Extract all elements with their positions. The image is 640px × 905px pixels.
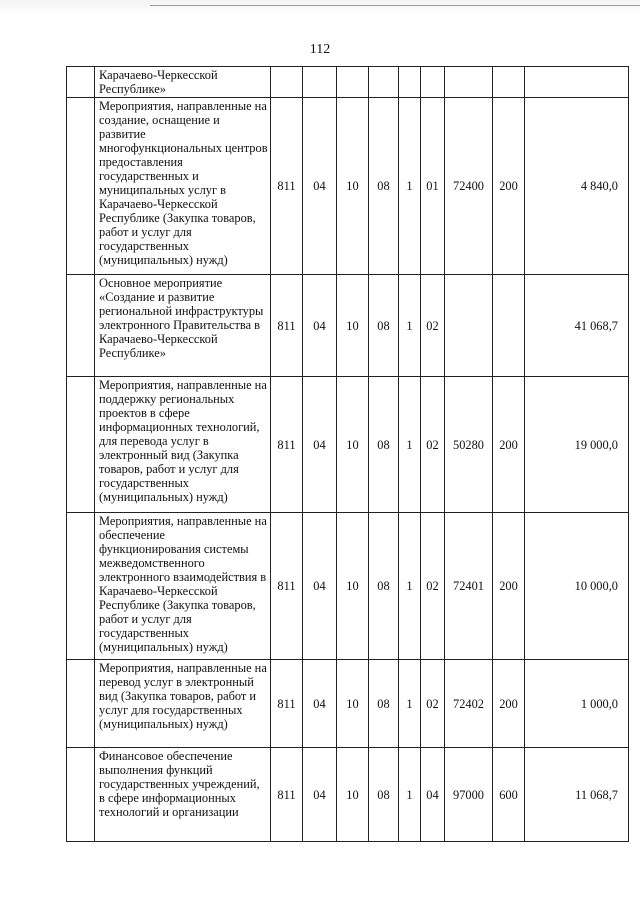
table-row bbox=[67, 67, 629, 98]
expense-type-cell: 200 bbox=[493, 377, 525, 513]
direction-code-cell: 50280 bbox=[445, 377, 493, 513]
table-row bbox=[67, 377, 629, 513]
expense-type-cell bbox=[493, 67, 525, 98]
budget-table bbox=[66, 66, 629, 842]
subsection-code-cell: 10 bbox=[337, 275, 369, 377]
table-row bbox=[67, 748, 629, 842]
section-code-cell: 04 bbox=[303, 748, 337, 842]
ministry-code-cell: 811 bbox=[271, 377, 303, 513]
activity-code-cell: 02 bbox=[421, 513, 445, 660]
direction-code-cell bbox=[445, 275, 493, 377]
description-cell: Мероприятия, направленные на поддержку региональных проектов в сфере информационных технологий, для перевода услуг в электронный вид (Закупка товаров, работ и услуг для государственных (муниципальных) нужд) bbox=[95, 377, 271, 513]
table-row bbox=[67, 98, 629, 275]
amount-cell bbox=[525, 67, 629, 98]
subprogram-code-cell: 1 bbox=[399, 660, 421, 748]
expense-type-cell bbox=[493, 275, 525, 377]
ministry-code-cell: 811 bbox=[271, 748, 303, 842]
ministry-code-cell: 811 bbox=[271, 513, 303, 660]
amount-cell: 10 000,0 bbox=[525, 513, 629, 660]
subsection-code-cell: 10 bbox=[337, 660, 369, 748]
activity-code-cell: 02 bbox=[421, 377, 445, 513]
page-number: 112 bbox=[309, 42, 331, 57]
table-row bbox=[67, 660, 629, 748]
expense-type-cell: 200 bbox=[493, 98, 525, 275]
amount-cell: 19 000,0 bbox=[525, 377, 629, 513]
section-code-cell: 04 bbox=[303, 98, 337, 275]
row-index-cell bbox=[67, 748, 95, 842]
amount-cell: 41 068,7 bbox=[525, 275, 629, 377]
amount-cell: 1 000,0 bbox=[525, 660, 629, 748]
direction-code-cell: 97000 bbox=[445, 748, 493, 842]
subprogram-code-cell: 1 bbox=[399, 513, 421, 660]
expense-type-cell: 200 bbox=[493, 513, 525, 660]
subprogram-code-cell: 1 bbox=[399, 748, 421, 842]
description-cell: Мероприятия, направленные на обеспечение функционирования системы межведомственного электронного взаимодействия в Карачаево-Черкесской Республике (Закупка товаров, работ и услуг для государственных (муниципальных) нужд) bbox=[95, 513, 271, 660]
subprogram-code-cell bbox=[399, 67, 421, 98]
program-code-cell: 08 bbox=[369, 275, 399, 377]
subprogram-code-cell: 1 bbox=[399, 275, 421, 377]
subsection-code-cell: 10 bbox=[337, 748, 369, 842]
subsection-code-cell: 10 bbox=[337, 98, 369, 275]
program-code-cell: 08 bbox=[369, 660, 399, 748]
subsection-code-cell: 10 bbox=[337, 377, 369, 513]
program-code-cell: 08 bbox=[369, 98, 399, 275]
row-index-cell bbox=[67, 67, 95, 98]
direction-code-cell: 72400 bbox=[445, 98, 493, 275]
row-index-cell bbox=[67, 275, 95, 377]
section-code-cell: 04 bbox=[303, 660, 337, 748]
program-code-cell: 08 bbox=[369, 513, 399, 660]
description-cell: Мероприятия, направленные на создание, оснащение и развитие многофункциональных центров предоставления государственных и муниципальных услуг в Карачаево-Черкесской Республике (Закупка товаров, работ и услуг для государственных (муниципальных) нужд) bbox=[95, 98, 271, 275]
subprogram-code-cell: 1 bbox=[399, 377, 421, 513]
description-cell: Финансовое обеспечение выполнения функций государственных учреждений, в сфере информационных технологий и организации bbox=[95, 748, 271, 842]
activity-code-cell: 04 bbox=[421, 748, 445, 842]
row-index-cell bbox=[67, 377, 95, 513]
row-index-cell bbox=[67, 98, 95, 275]
ministry-code-cell: 811 bbox=[271, 275, 303, 377]
amount-cell: 4 840,0 bbox=[525, 98, 629, 275]
amount-cell: 11 068,7 bbox=[525, 748, 629, 842]
subsection-code-cell bbox=[337, 67, 369, 98]
expense-type-cell: 600 bbox=[493, 748, 525, 842]
ministry-code-cell bbox=[271, 67, 303, 98]
program-code-cell: 08 bbox=[369, 748, 399, 842]
table-row bbox=[67, 513, 629, 660]
scan-header-strip bbox=[0, 0, 640, 14]
description-cell: Мероприятия, направленные на перевод услуг в электронный вид (Закупка товаров, работ и услуг для государственных (муниципальных) нужд) bbox=[95, 660, 271, 748]
row-index-cell bbox=[67, 660, 95, 748]
direction-code-cell: 72401 bbox=[445, 513, 493, 660]
expense-type-cell: 200 bbox=[493, 660, 525, 748]
section-code-cell: 04 bbox=[303, 275, 337, 377]
activity-code-cell bbox=[421, 67, 445, 98]
section-code-cell: 04 bbox=[303, 377, 337, 513]
activity-code-cell: 01 bbox=[421, 98, 445, 275]
ministry-code-cell: 811 bbox=[271, 98, 303, 275]
section-code-cell: 04 bbox=[303, 513, 337, 660]
activity-code-cell: 02 bbox=[421, 275, 445, 377]
subprogram-code-cell: 1 bbox=[399, 98, 421, 275]
ministry-code-cell: 811 bbox=[271, 660, 303, 748]
description-cell: Основное мероприятие «Создание и развитие региональной инфраструктуры электронного Правительства в Карачаево-Черкесской Республике» bbox=[95, 275, 271, 377]
section-code-cell bbox=[303, 67, 337, 98]
table-row bbox=[67, 275, 629, 377]
row-index-cell bbox=[67, 513, 95, 660]
program-code-cell bbox=[369, 67, 399, 98]
activity-code-cell: 02 bbox=[421, 660, 445, 748]
direction-code-cell: 72402 bbox=[445, 660, 493, 748]
scan-header-line bbox=[150, 5, 640, 6]
subsection-code-cell: 10 bbox=[337, 513, 369, 660]
description-cell: Карачаево-Черкесской Республике» bbox=[95, 67, 271, 98]
program-code-cell: 08 bbox=[369, 377, 399, 513]
direction-code-cell bbox=[445, 67, 493, 98]
